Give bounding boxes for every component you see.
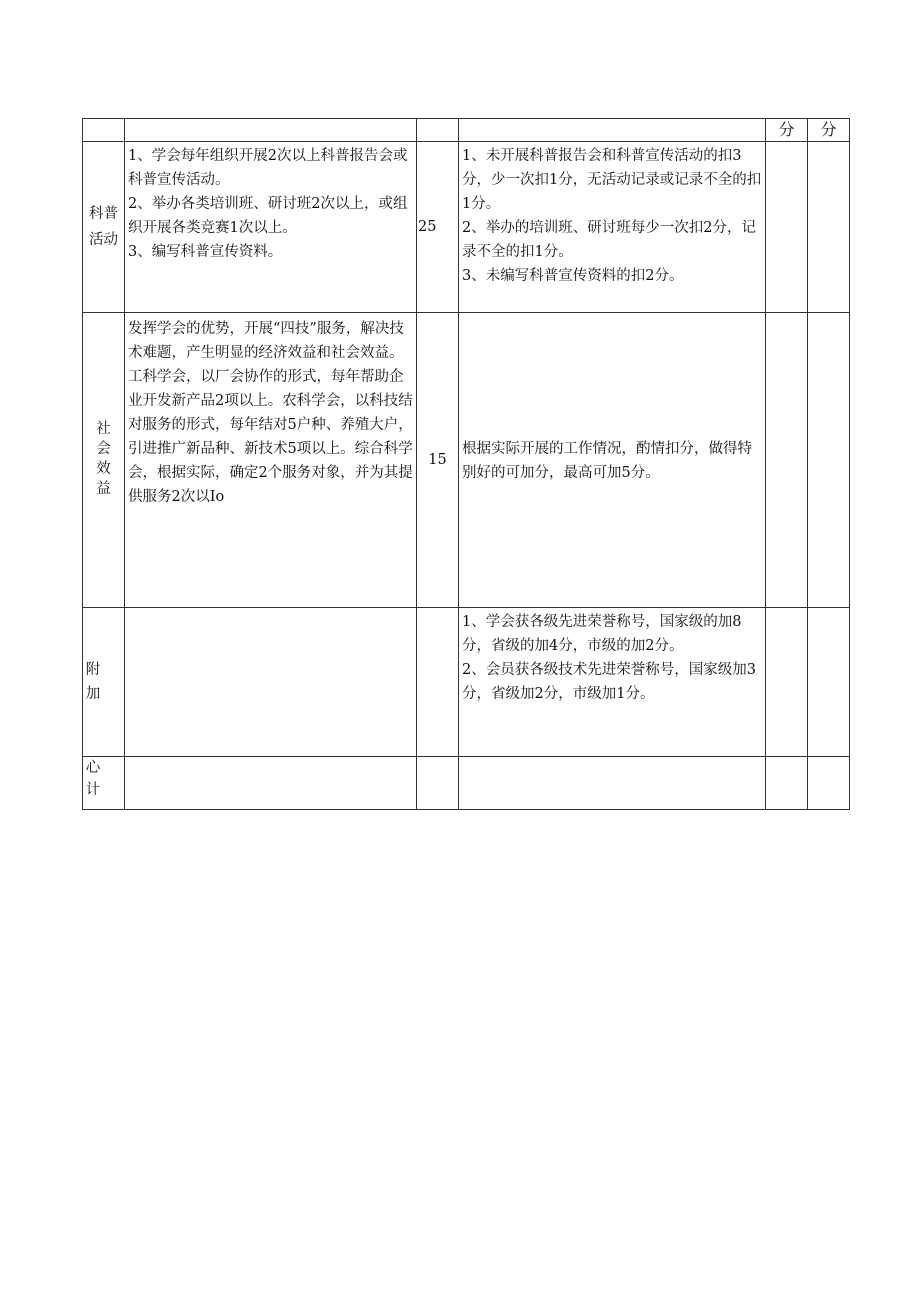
category-label: 科普活动 bbox=[89, 206, 118, 248]
table-row bbox=[83, 757, 850, 810]
requirement-cell: 发挥学会的优势，开展“四技”服务，解决技术难题，产生明显的经济效益和社会效益。 工科学会，以厂会协作的形式，每年帮助企业开发新产品2项以上。农科学会，以科技结对服务的形式，每年结对5户种、养殖大户，引进推广新品种、新技术5项以上。综合科学会，根据实际，确定2个服务对象，并为其提供服务2次以Io bbox=[125, 313, 417, 608]
table-row bbox=[83, 142, 850, 313]
requirement-cell bbox=[125, 757, 417, 810]
requirement-cell bbox=[125, 608, 417, 757]
header-cell-rule bbox=[459, 119, 766, 142]
final-score-cell bbox=[808, 757, 850, 810]
final-score-cell bbox=[808, 313, 850, 608]
rule-cell: 根据实际开展的工作情况，酌情扣分，做得特别好的可加分，最高可加5分。 bbox=[459, 313, 766, 608]
category-label: 社会效益 bbox=[96, 421, 111, 497]
rule-cell: 1、未开展科普报告会和科普宣传活动的扣3分，少一次扣1分，无活动记录或记录不全的扣1分。 2、举办的培训班、研讨班每少一次扣2分，记录不全的扣1分。 3、未编写科普宣传资料的扣2分。 bbox=[459, 142, 766, 313]
score-cell bbox=[417, 757, 459, 810]
self-score-cell bbox=[766, 608, 808, 757]
header-cell-self-score: 分 bbox=[766, 119, 808, 142]
header-cell-score bbox=[417, 119, 459, 142]
rule-cell bbox=[459, 757, 766, 810]
table-row bbox=[83, 313, 850, 608]
category-cell bbox=[83, 142, 125, 313]
requirement-cell: 1、学会每年组织开展2次以上科普报告会或科普宣传活动。 2、举办各类培训班、研讨班2次以上，或组织开展各类竞赛1次以上。 3、编写科普宣传资料。 bbox=[125, 142, 417, 313]
category-cell bbox=[83, 313, 125, 608]
self-score-cell bbox=[766, 142, 808, 313]
category-cell bbox=[83, 608, 125, 757]
evaluation-table bbox=[82, 118, 850, 810]
header-cell-requirement bbox=[125, 119, 417, 142]
score-cell bbox=[417, 608, 459, 757]
category-label: 附加 bbox=[85, 662, 101, 702]
score-cell: 15 bbox=[417, 313, 459, 608]
self-score-cell bbox=[766, 313, 808, 608]
category-cell bbox=[83, 757, 125, 810]
final-score-cell bbox=[808, 608, 850, 757]
category-label: 心计 bbox=[85, 760, 101, 798]
score-cell: 25 bbox=[417, 142, 459, 313]
self-score-cell bbox=[766, 757, 808, 810]
final-score-cell bbox=[808, 142, 850, 313]
header-cell-final-score: 分 bbox=[808, 119, 850, 142]
rule-cell: 1、学会获各级先进荣誉称号，国家级的加8分，省级的加4分，市级的加2分。 2、会员获各级技术先进荣誉称号，国家级加3分，省级加2分，市级加1分。 bbox=[459, 608, 766, 757]
header-row bbox=[83, 119, 850, 142]
header-cell-category bbox=[83, 119, 125, 142]
table-row bbox=[83, 608, 850, 757]
